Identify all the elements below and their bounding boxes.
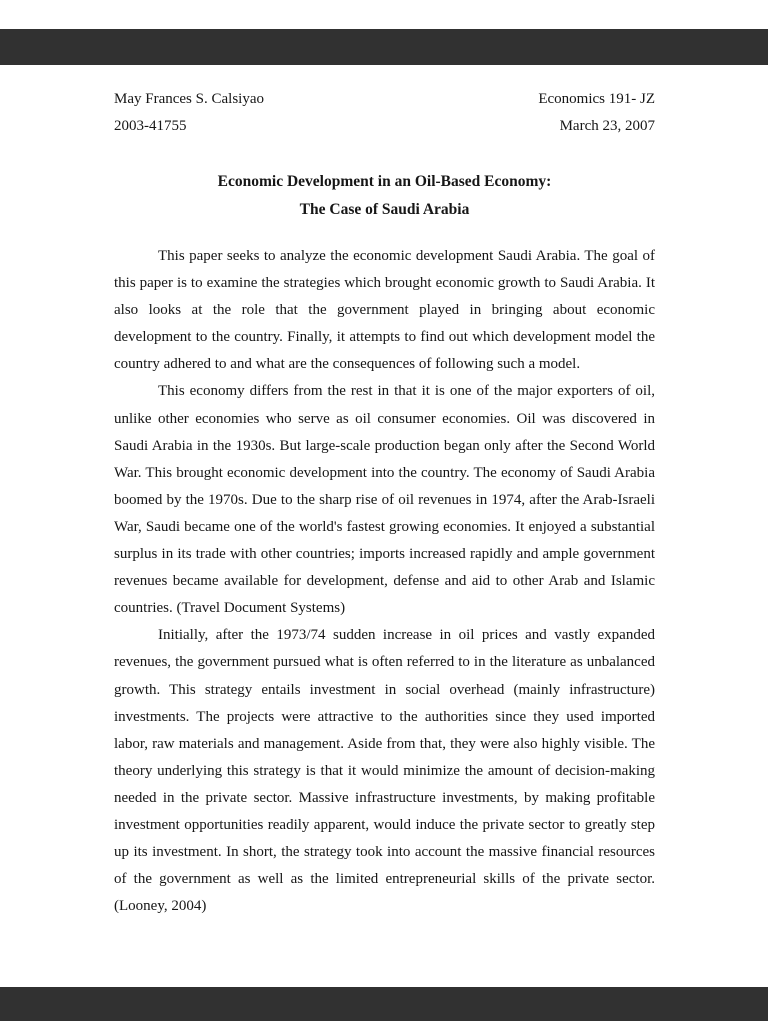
student-id: 2003-41755 [114,118,187,134]
paper-date: March 23, 2007 [559,118,655,134]
paper-body [114,243,655,920]
body-paragraph-1: This paper seeks to analyze the economic development Saudi Arabia. The goal of this paper is to examine the strategies which brought economic growth to Saudi Arabia. It also looks at the role that the government played in bringing about economic development to the country. Finally, it attempts to find out which development model the country adhered to and what are the consequences of following such a model. [114,248,655,373]
paper-title-line1: Economic Development in an Oil-Based Economy: [217,173,552,190]
viewer-page-gap-bottom [0,987,768,1021]
viewer-page-gap-top [0,29,768,65]
body-paragraph-3: Initially, after the 1973/74 sudden increase in oil prices and vastly expanded revenues, the government pursued what is often referred to in the literature as unbalanced growth. This strategy entails investment in social overhead (mainly infrastructure) investments. The projects were attractive to the authorities since they used imported labor, raw materials and management. Aside from that, they were also highly visible. The theory underlying this strategy is that it would minimize the amount of decision-making needed in the private sector. Massive infrastructure investments, by making profitable investment opportunities readily apparent, would induce the private sector to greatly step up its investment. In short, the strategy took into account the massive financial resources of the government as well as the limited entrepreneurial skills of the private sector. (Looney, 2004) [114,627,655,915]
author-name: May Frances S. Calsiyao [114,91,264,107]
course-name: Economics 191- JZ [538,91,655,107]
paper-header [114,86,655,140]
paper-title-line2: The Case of Saudi Arabia [299,200,470,218]
paper-title [114,168,655,223]
body-paragraph-2: This economy differs from the rest in that it is one of the major exporters of oil, unlike other economies who serve as oil consumer economies. Oil was discovered in Saudi Arabia in the 1930s. But large-scale production began only after the Second World War. This brought economic development into the country. The economy of Saudi Arabia boomed by the 1970s. Due to the sharp rise of oil revenues in 1974, after the Arab-Israeli War, Saudi became one of the world's fastest growing economies. It enjoyed a substantial surplus in its trade with other countries; imports increased rapidly and ample government revenues became available for development, defense and aid to other Arab and Islamic countries. (Travel Document Systems) [114,383,655,617]
